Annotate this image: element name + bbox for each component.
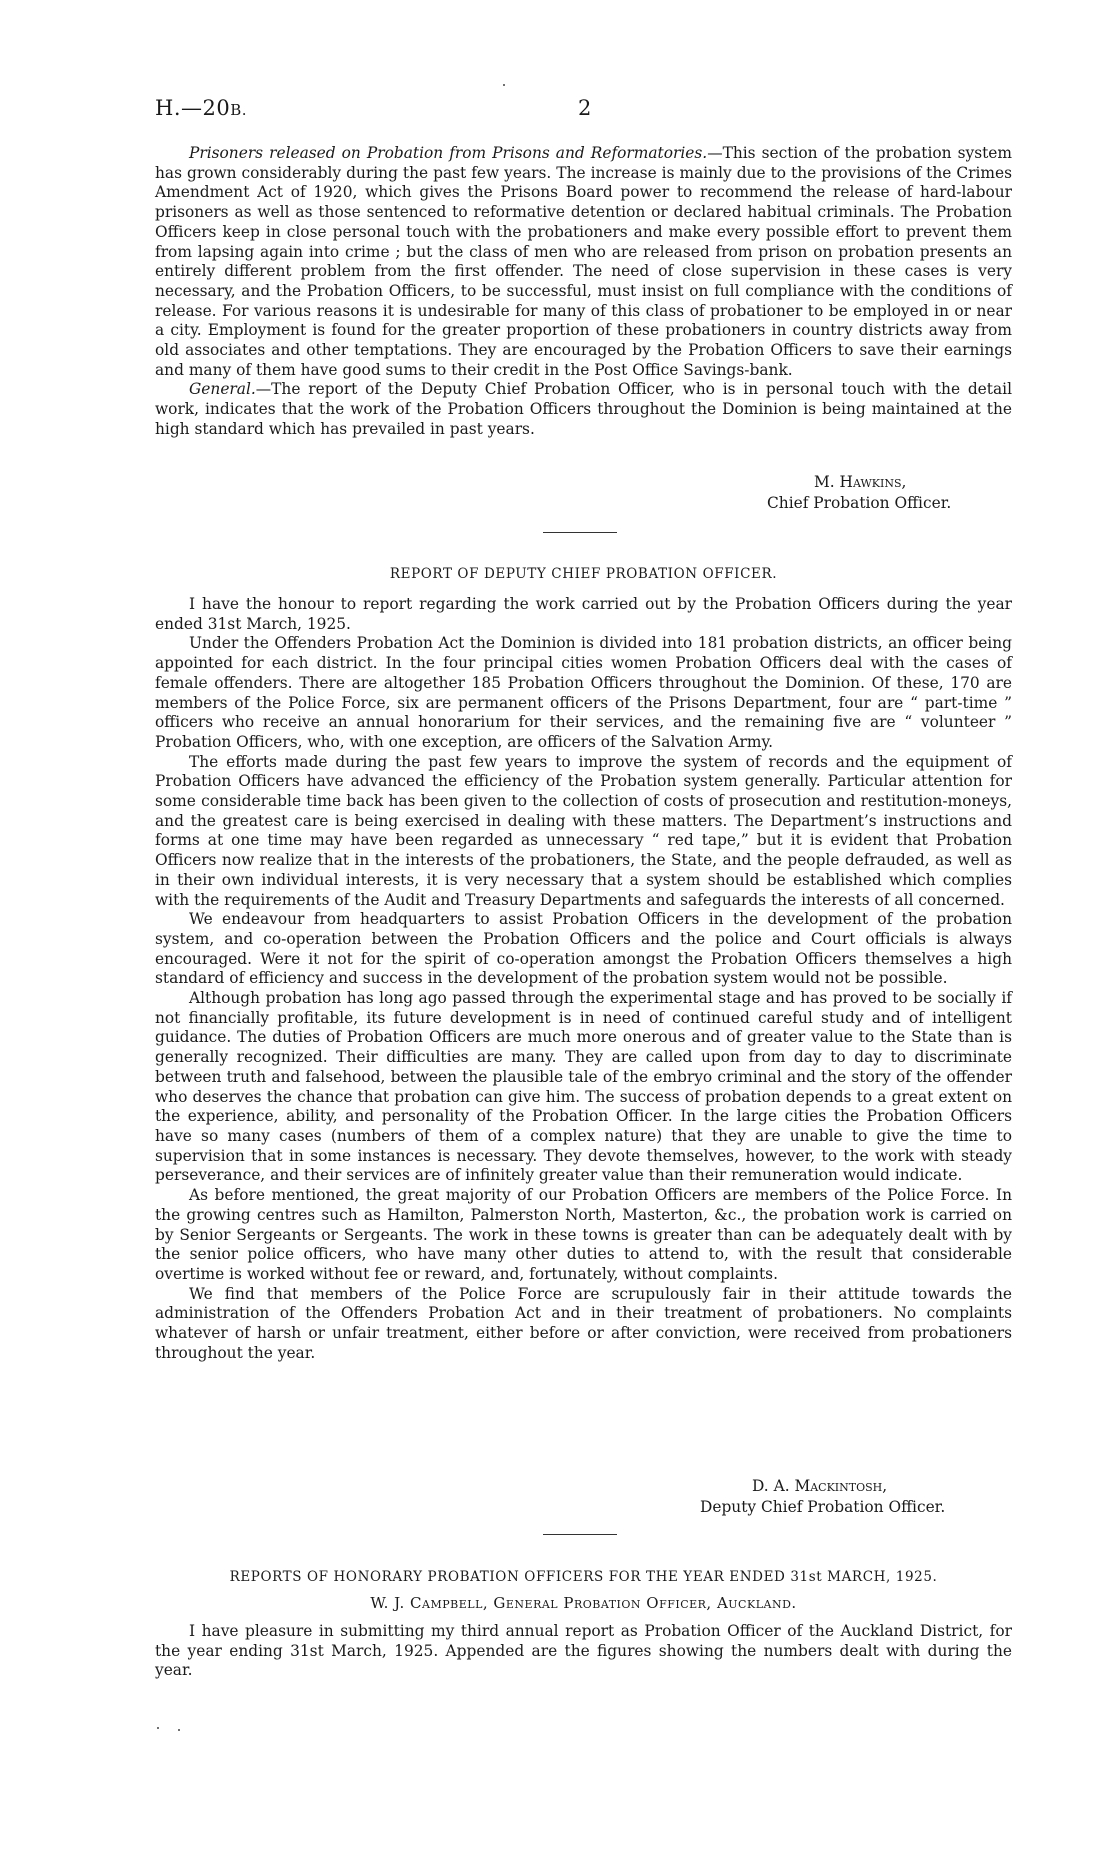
paragraph-lead-italic: General. bbox=[189, 380, 256, 399]
signature-name-hawkins: M. Hawkins, bbox=[814, 473, 907, 491]
page-number: 2 bbox=[578, 96, 592, 120]
document-code-main: H.—20 bbox=[155, 96, 231, 120]
section-prisoners-released bbox=[155, 144, 1012, 440]
section-divider bbox=[543, 532, 617, 533]
signature-title-mackintosh: Deputy Chief Probation Officer. bbox=[700, 1498, 946, 1516]
heading-deputy-report: REPORT OF DEPUTY CHIEF PROBATION OFFICER. bbox=[389, 566, 778, 582]
signature-title-hawkins: Chief Probation Officer. bbox=[767, 494, 952, 512]
paragraph-text: —This section of the probation system has grown considerably during the past few years. The increase is mainly due to the provisions of the Crimes Amendment Act of 1920, which gives the Prisons Board power to recommend the release of hard-labour prisoners as well as those sentenced to reformative detention or declared habitual criminals. The Probation Officers keep in close personal touch with the probationers and make every possible effort to prevent them from lapsing again into crime ; but the class of men who are released from prison on probation presents an entirely different problem from the first offender. The need of close supervision in these cases is very necessary, and the Probation Officers, to be successful, must insist on full compliance with the conditions of release. For various reasons it is undesirable for many of this class of probationer to be employed in or near a city. Employment is found for the greater proportion of these probationers in country districts away from old associates and other temptations. They are encouraged by the Probation Officers to save their earnings and many of them have good sums to their credit in the Post Office Savings-bank. bbox=[155, 144, 1012, 379]
speck-mark bbox=[503, 84, 505, 86]
section-deputy-report bbox=[155, 595, 1012, 1363]
paragraph: The efforts made during the past few years to improve the system of records and the equipment of Probation Officers have advanced the efficiency of the Probation system generally. Particular attention for some considerable time back has been given to the collection of costs of prosecution and restitution-moneys, and the greatest care is being exercised in dealing with these matters. The Department’s instructions and forms at one time may have been regarded as unnecessary “ red tape,” but it is evident that Probation Officers now realize that in the interests of the probationers, the State, and the people defrauded, as well as in their own individual interests, it is very necessary that a system should be established which complies with the requirements of the Audit and Treasury Departments and safeguards the interests of all concerned. bbox=[155, 752, 1012, 909]
document-code-suffix: B. bbox=[230, 101, 248, 119]
subheading-campbell: W. J. Campbell, General Probation Officer, Auckland. bbox=[370, 1594, 797, 1612]
paragraph: Under the Offenders Probation Act the Dominion is divided into 181 probation districts, an officer being appointed for each district. In the four principal cities women Probation Officers deal with the cases of female offenders. There are altogether 185 Probation Officers throughout the Dominion. Of these, 170 are members of the Police Force, six are permanent officers of the Prisons Department, four are “ part-time ” officers who receive an annual honorarium for their services, and the remaining five are “ volunteer ” Probation Officers, who, with one exception, are officers of the Salvation Army. bbox=[155, 634, 1012, 751]
heading-honorary-reports: REPORTS OF HONORARY PROBATION OFFICERS FOR THE YEAR ENDED 31st MARCH, 1925. bbox=[229, 1569, 938, 1585]
paragraph-text: —The report of the Deputy Chief Probation Officer, who is in personal touch with the detail work, indicates that the work of the Probation Officers throughout the Dominion is being maintained at the high standard which has prevailed in past years. bbox=[155, 380, 1012, 438]
paragraph-general bbox=[155, 380, 1012, 439]
signature-name-mackintosh: D. A. Mackintosh, bbox=[752, 1477, 888, 1495]
paragraph: We endeavour from headquarters to assist Probation Officers in the development of the probation system, and co-operation between the Probation Officers and the police and Court officials is always encouraged. Were it not for the spirit of co-operation amongst the Probation Officers themselves a high standard of efficiency and success in the development of the probation system would not be possible. bbox=[155, 910, 1012, 988]
paragraph-lead-italic: Prisoners released on Probation from Prisons and Reformatories. bbox=[189, 144, 708, 162]
section-honorary-reports bbox=[155, 1622, 1012, 1681]
speck-mark bbox=[157, 1727, 159, 1729]
section-divider bbox=[543, 1534, 617, 1535]
paragraph-prisoners-released bbox=[155, 144, 1012, 380]
paragraph: I have pleasure in submitting my third annual report as Probation Officer of the Auckland District, for the year ending 31st March, 1925. Appended are the figures showing the numbers dealt with during the year. bbox=[155, 1622, 1012, 1680]
paragraph: I have the honour to report regarding the work carried out by the Probation Officers during the year ended 31st March, 1925. bbox=[155, 595, 1012, 633]
paragraph: We find that members of the Police Force are scrupulously fair in their attitude towards the administration of the Offenders Probation Act and in their treatment of probationers. No complaints whatever of harsh or unfair treatment, either before or after conviction, were received from probationers throughout the year. bbox=[155, 1284, 1012, 1362]
paragraph: Although probation has long ago passed through the experimental stage and has proved to be socially if not financially profitable, its future development is in need of continued careful study and of intelligent guidance. The duties of Probation Officers are much more onerous and of greater value to the State than is generally recognized. Their difficulties are many. They are called upon from day to day to discriminate between truth and falsehood, between the plausible tale of the embryo criminal and the story of the offender who deserves the chance that probation can give him. The success of probation depends to a great extent on the experience, ability, and personality of the Probation Officer. In the large cities the Probation Officers have so many cases (numbers of them of a complex nature) that they are unable to give the time to supervision that in some instances is necessary. They devote themselves, however, to the work with steady perseverance, and their services are of infinitely greater value than their remuneration would indicate. bbox=[155, 989, 1012, 1185]
speck-mark bbox=[178, 1729, 180, 1731]
document-code bbox=[155, 96, 247, 120]
paragraph: As before mentioned, the great majority of our Probation Officers are members of the Police Force. In the growing centres such as Hamilton, Palmerston North, Masterton, &c., the probation work is carried on by Senior Sergeants or Sergeants. The work in these towns is greater than can be adequately dealt with by the senior police officers, who have many other duties to attend to, with the result that considerable overtime is worked without fee or reward, and, fortunately, without complaints. bbox=[155, 1186, 1012, 1283]
